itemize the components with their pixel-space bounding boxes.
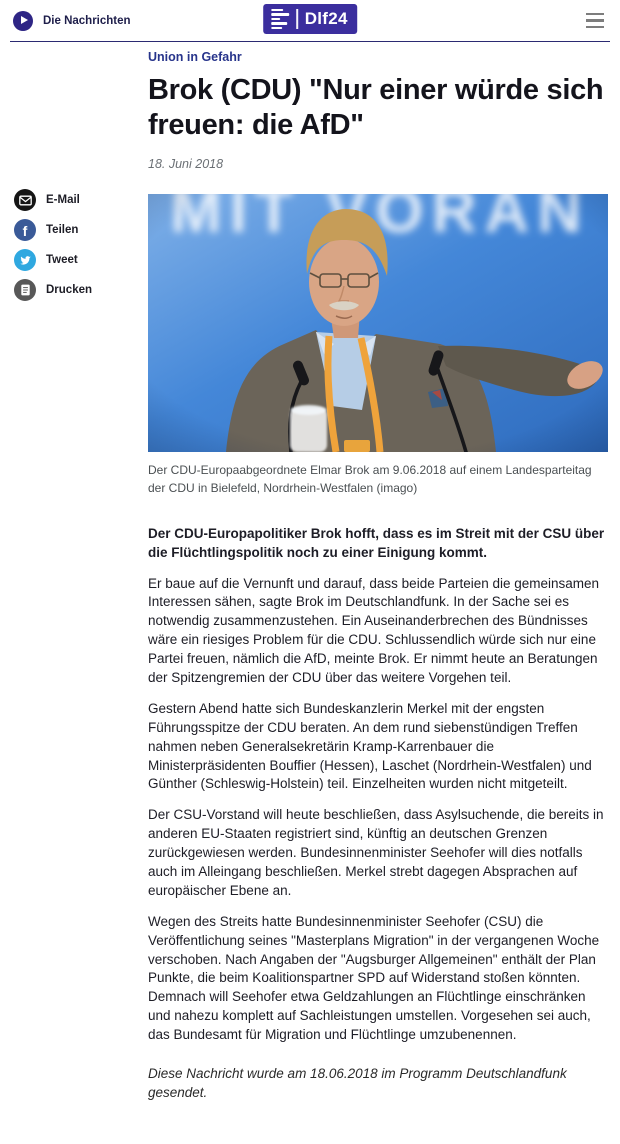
email-icon xyxy=(14,189,36,211)
play-icon[interactable] xyxy=(13,11,33,31)
share-print-button[interactable] xyxy=(14,279,148,301)
share-label: E-Mail xyxy=(46,194,80,206)
article-date: 18. Juni 2018 xyxy=(148,156,224,171)
logo-text: Dlf24 xyxy=(304,9,348,28)
facebook-f-glyph: f xyxy=(22,223,28,239)
broadcast-note: Diese Nachricht wurde am 18.06.2018 im Programm Deutschlandfunk gesendet. xyxy=(148,1066,567,1100)
nav-die-nachrichten[interactable] xyxy=(0,11,131,31)
share-label: Tweet xyxy=(46,254,78,266)
page-layout xyxy=(0,42,620,1103)
share-sidebar xyxy=(0,42,148,1103)
kicker-link[interactable]: Union in Gefahr xyxy=(148,50,242,64)
share-label: Drucken xyxy=(46,284,93,296)
headline: Brok (CDU) "Nur einer würde sich freuen: die AfD" xyxy=(148,74,604,142)
share-twitter-button[interactable] xyxy=(14,249,148,271)
article-paragraph: Der CSU-Vorstand will heute beschließen, dass Asylsuchende, die bereits in anderen EU-Staaten registriert sind, künftig an deutschen Grenzen zurückgewiesen werden. Bundesinnenminister Seehofer will dies notfalls auch im Alleingang beschließen. Merkel strebt dagegen Absprachen auf europäischer Ebene an. xyxy=(148,807,604,898)
share-email-button[interactable] xyxy=(14,189,148,211)
top-bar xyxy=(0,0,620,41)
logo-divider xyxy=(296,9,298,29)
image-caption: Der CDU-Europaabgeordnete Elmar Brok am 9.06.2018 auf einem Landesparteitag der CDU in Bielefeld, Nordrhein-Westfalen (imago) xyxy=(148,462,592,495)
hamburger-menu-icon[interactable] xyxy=(582,9,608,33)
article-image xyxy=(148,194,608,452)
dlf24-logo[interactable] xyxy=(263,4,357,34)
article xyxy=(148,42,613,1103)
dlf-lines-icon xyxy=(271,9,289,30)
share-label: Teilen xyxy=(46,224,79,236)
article-lead: Der CDU-Europapolitiker Brok hofft, dass es im Streit mit der CSU über die Flüchtlingspolitik noch zu einer Einigung kommt. xyxy=(148,525,605,560)
article-paragraph: Wegen des Streits hatte Bundesinnenminister Seehofer (CSU) die Veröffentlichung seines "Masterplans Migration" in der vergangenen Woche verschoben. Nach Angaben der "Augsburger Allgemeinen" enthält der Plan Punkte, die beim Koalitionspartner SPD auf Widerstand stoßen könnten. Demnach will Seehofer etwa Geldzahlungen an Flüchtlinge einschränken und nahezu komplett auf Sachleistungen umstellen. Vorgesehen sei auch, das Bundesamt für Migration und Flüchtlinge umzubenennen. xyxy=(148,913,600,1043)
facebook-icon xyxy=(14,219,36,241)
twitter-icon xyxy=(14,249,36,271)
article-figure xyxy=(148,194,613,497)
article-paragraph: Er baue auf die Vernunft und darauf, dass beide Parteien die gemeinsamen Interessen sähen, sagte Brok im Deutschlandfunk. In der Sache sei es notwendig zusammenzustehen. Ein Auseinanderbrechen des Bündnisses wäre ein riesiges Problem für die CDU. Schlussendlich würde sich nur eine Partei freuen, nämlich die AfD, meinte Brok. Er nimmt heute an Beratungen der Spitzengremien der CDU über das weitere Vorgehen teil. xyxy=(148,575,600,685)
nav-label[interactable]: Die Nachrichten xyxy=(43,14,131,27)
article-paragraph: Gestern Abend hatte sich Bundeskanzlerin Merkel mit der engsten Führungsspitze der CDU beraten. An dem rund siebenstündigen Treffen nahmen neben Generalsekretärin Kramp-Karrenbauer die Ministerpräsidenten Bouffier (Hessen), Laschet (Nordrhein-Westfalen) und Günther (Schleswig-Holstein) teil. Einzelheiten wurden nicht mitgeteilt. xyxy=(148,700,592,792)
share-facebook-button[interactable] xyxy=(14,219,148,241)
print-icon xyxy=(14,279,36,301)
